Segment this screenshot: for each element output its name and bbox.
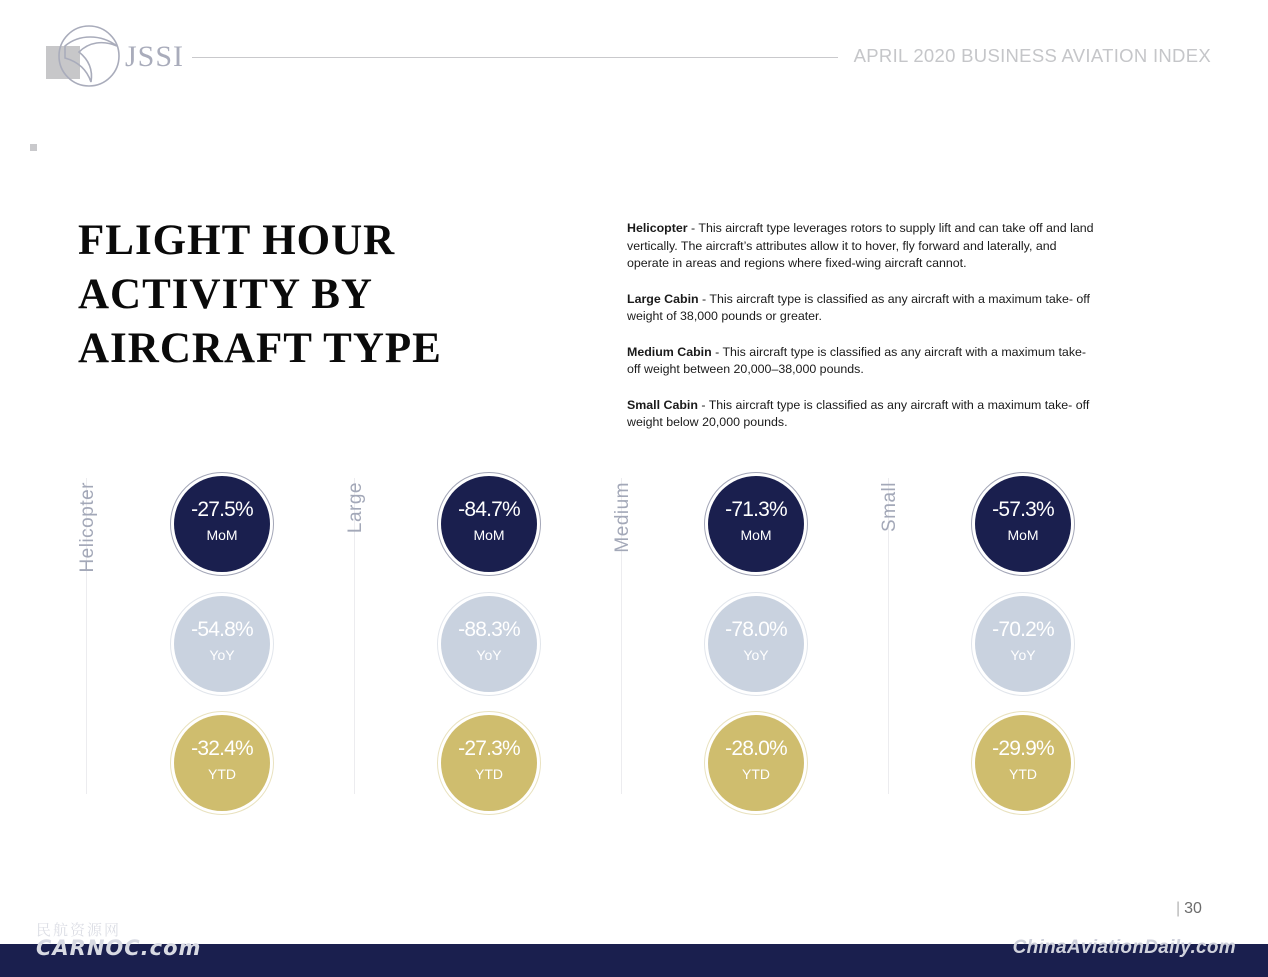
- definition-term: Large Cabin: [627, 291, 699, 306]
- logo-wordmark: JSSI: [125, 40, 185, 73]
- mom-bubble: [441, 476, 537, 572]
- page-title-line: AIRCRAFT TYPE: [78, 325, 442, 372]
- header-rule: [192, 57, 838, 58]
- mom-value: -27.5%: [191, 498, 253, 521]
- watermark-carnoc: [36, 919, 201, 960]
- page-title-line: FLIGHT HOUR: [78, 217, 396, 264]
- definition-small-cabin: [627, 397, 1097, 432]
- column-label: Medium: [612, 482, 633, 553]
- definition-term: Small Cabin: [627, 397, 698, 412]
- page-title-line: ACTIVITY BY: [78, 271, 373, 318]
- column-helicopter: [67, 478, 335, 798]
- yoy-bubble: [441, 596, 537, 692]
- column-large: [335, 478, 603, 798]
- yoy-bubble: [708, 596, 804, 692]
- ytd-bubble: [975, 715, 1071, 811]
- ytd-value: -28.0%: [725, 737, 787, 760]
- yoy-value: -54.8%: [191, 618, 253, 641]
- definition-helicopter: [627, 220, 1097, 273]
- jssi-logo: [45, 24, 185, 88]
- ytd-bubble: [708, 715, 804, 811]
- report-title: APRIL 2020 BUSINESS AVIATION INDEX: [853, 45, 1211, 66]
- column-label: Helicopter: [77, 482, 98, 573]
- definition-medium-cabin: [627, 344, 1097, 379]
- watermark-carnoc-en: CARNOC.com: [36, 936, 202, 960]
- ytd-value: -29.9%: [992, 737, 1054, 760]
- mom-bubble: [975, 476, 1071, 572]
- page-title: [78, 214, 548, 376]
- column-small: [869, 478, 1137, 798]
- ytd-label: YTD: [475, 766, 503, 782]
- ytd-label: YTD: [1009, 766, 1037, 782]
- decorative-square: [30, 144, 37, 151]
- definition-large-cabin: [627, 291, 1097, 326]
- mom-value: -57.3%: [992, 498, 1054, 521]
- page-number-separator: |: [1176, 900, 1181, 917]
- mom-bubble: [174, 476, 270, 572]
- ytd-bubble: [441, 715, 537, 811]
- yoy-bubble: [975, 596, 1071, 692]
- watermark-chinaaviationdaily: ChinaAviationDaily.com: [1012, 937, 1236, 958]
- aircraft-type-definitions: [627, 220, 1097, 450]
- definition-text: - This aircraft type leverages rotors to supply lift and can take off and land vertically. The aircraft’s attributes allow it to hover, fly forward and laterally, and operate in areas and regions where fixed-wing aircraft cannot.: [627, 221, 1094, 270]
- column-label: Large: [345, 482, 366, 534]
- yoy-value: -78.0%: [725, 618, 787, 641]
- definition-text: - This aircraft type is classified as any aircraft with a maximum take-off weight between 20,000–38,000 pounds.: [627, 344, 1087, 376]
- definition-text: - This aircraft type is classified as any aircraft with a maximum take- off weight below 20,000 pounds.: [627, 397, 1090, 429]
- yoy-value: -88.3%: [458, 618, 520, 641]
- mom-label: MoM: [740, 527, 772, 543]
- page-number-value: 30: [1184, 900, 1202, 917]
- column-label: Small: [879, 482, 900, 533]
- watermark-carnoc-cn: 民航资源网: [36, 921, 122, 939]
- mom-bubble: [708, 476, 804, 572]
- ytd-label: YTD: [208, 766, 236, 782]
- bird-logo-icon: [45, 24, 125, 88]
- yoy-value: -70.2%: [992, 618, 1054, 641]
- yoy-label: YoY: [476, 647, 502, 663]
- mom-value: -84.7%: [458, 498, 520, 521]
- mom-label: MoM: [206, 527, 238, 543]
- page-number: [1176, 900, 1202, 918]
- definition-term: Helicopter: [627, 221, 688, 235]
- yoy-bubble: [174, 596, 270, 692]
- ytd-label: YTD: [742, 766, 770, 782]
- mom-label: MoM: [473, 527, 505, 543]
- yoy-label: YoY: [743, 647, 769, 663]
- ytd-value: -32.4%: [191, 737, 253, 760]
- definition-term: Medium Cabin: [627, 344, 712, 359]
- yoy-label: YoY: [1010, 647, 1036, 663]
- definition-text: - This aircraft type is classified as any aircraft with a maximum take- off weight of 38,000 pounds or greater.: [627, 291, 1090, 323]
- yoy-label: YoY: [209, 647, 235, 663]
- ytd-bubble: [174, 715, 270, 811]
- ytd-value: -27.3%: [458, 737, 520, 760]
- mom-value: -71.3%: [725, 498, 787, 521]
- column-medium: [602, 478, 870, 798]
- mom-label: MoM: [1007, 527, 1039, 543]
